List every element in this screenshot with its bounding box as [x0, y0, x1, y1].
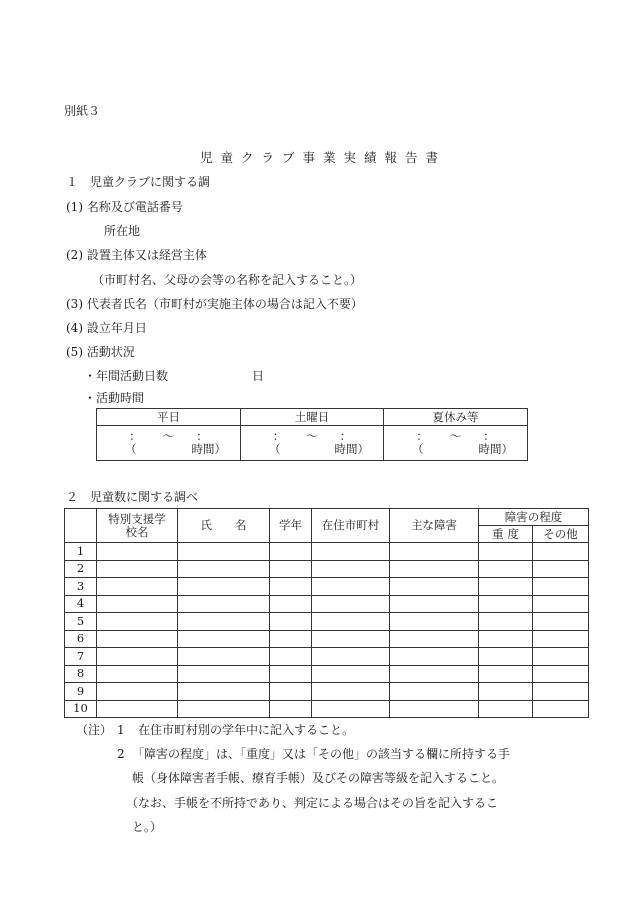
header-grade: 学年	[270, 509, 312, 543]
cell-school[interactable]	[97, 683, 178, 701]
cell-disability[interactable]	[390, 700, 479, 718]
cell-other[interactable]	[533, 578, 589, 596]
cell-grade[interactable]	[270, 578, 312, 596]
table-row	[65, 613, 589, 631]
cell-severe[interactable]	[479, 648, 533, 666]
note2-line1: 「障害の程度」は、「重度」又は「その他」の該当する欄に所持する手	[132, 747, 511, 761]
cell-severe[interactable]	[479, 578, 533, 596]
header-municipality: 在住市町村	[312, 509, 390, 543]
cell-name[interactable]	[178, 683, 270, 701]
hours-col-saturday: 土曜日	[240, 409, 383, 426]
row-number: 5	[65, 613, 97, 631]
appendix-label: 別紙３	[64, 104, 101, 118]
cell-disability[interactable]	[390, 613, 479, 631]
cell-name[interactable]	[178, 613, 270, 631]
cell-disability[interactable]	[390, 683, 479, 701]
cell-school[interactable]	[97, 648, 178, 666]
hours-cell-weekday[interactable]: ： 〜 ： （ 時間）	[97, 426, 241, 461]
header-severe: 重 度	[479, 526, 533, 543]
row-number: 2	[65, 560, 97, 578]
cell-disability[interactable]	[390, 560, 479, 578]
cell-disability[interactable]	[390, 543, 479, 561]
header-school: 特別支援学 校名	[97, 509, 178, 543]
cell-grade[interactable]	[270, 630, 312, 648]
header-disability: 主な障害	[390, 509, 479, 543]
cell-disability[interactable]	[390, 648, 479, 666]
cell-municipality[interactable]	[312, 578, 390, 596]
note2-line2: 帳（身体障害者手帳、療育手帳）及びその障害等級を記入すること。	[132, 771, 505, 785]
cell-severe[interactable]	[479, 560, 533, 578]
cell-municipality[interactable]	[312, 560, 390, 578]
cell-school[interactable]	[97, 560, 178, 578]
row-number: 3	[65, 578, 97, 596]
cell-disability[interactable]	[390, 665, 479, 683]
hours-cell-summer[interactable]: ： 〜 ： （ 時間）	[383, 426, 527, 461]
children-table	[64, 508, 589, 718]
note2-line4: と。）	[132, 820, 163, 834]
cell-other[interactable]	[533, 595, 589, 613]
hours-col-weekday: 平日	[97, 409, 241, 426]
table-row	[65, 578, 589, 596]
section2-heading: ２ 児童数に関する調べ	[66, 490, 199, 504]
cell-grade[interactable]	[270, 613, 312, 631]
cell-grade[interactable]	[270, 683, 312, 701]
annual-days-label: ・年間活動日数	[84, 369, 169, 383]
note1-number: 1	[117, 723, 125, 737]
item-operator-note: （市町村名、父母の会等の名称を記入すること。）	[92, 273, 363, 287]
row-number: 6	[65, 630, 97, 648]
cell-grade[interactable]	[270, 648, 312, 666]
table-row	[65, 700, 589, 718]
note1-text: 在住市町村別の学年中に記入すること。	[138, 723, 355, 737]
table-row	[65, 560, 589, 578]
cell-other[interactable]	[533, 613, 589, 631]
cell-other[interactable]	[533, 630, 589, 648]
cell-school[interactable]	[97, 543, 178, 561]
item-representative: (3) 代表者氏名（市町村が実施主体の場合は記入不要）	[66, 297, 363, 311]
item-operator: (2) 設置主体又は経営主体	[66, 248, 207, 262]
cell-municipality[interactable]	[312, 630, 390, 648]
cell-name[interactable]	[178, 665, 270, 683]
cell-grade[interactable]	[270, 560, 312, 578]
row-number: 10	[65, 700, 97, 718]
cell-school[interactable]	[97, 630, 178, 648]
row-number: 9	[65, 683, 97, 701]
hours-col-summer: 夏休み等	[383, 409, 527, 426]
cell-other[interactable]	[533, 683, 589, 701]
item-name-phone: (1) 名称及び電話番号	[66, 200, 183, 214]
document-title: 児童クラブ事業実績報告書	[200, 150, 447, 165]
row-number: 4	[65, 595, 97, 613]
header-severity-group: 障害の程度	[479, 509, 589, 526]
cell-severe[interactable]	[479, 665, 533, 683]
section1-heading: １ 児童クラブに関する調	[66, 175, 211, 189]
cell-school[interactable]	[97, 665, 178, 683]
table-row	[65, 543, 589, 561]
cell-municipality[interactable]	[312, 683, 390, 701]
cell-municipality[interactable]	[312, 700, 390, 718]
cell-other[interactable]	[533, 665, 589, 683]
cell-school[interactable]	[97, 578, 178, 596]
cell-disability[interactable]	[390, 630, 479, 648]
cell-severe[interactable]	[479, 700, 533, 718]
cell-name[interactable]	[178, 578, 270, 596]
cell-other[interactable]	[533, 543, 589, 561]
cell-name[interactable]	[178, 648, 270, 666]
cell-municipality[interactable]	[312, 648, 390, 666]
cell-name[interactable]	[178, 700, 270, 718]
cell-severe[interactable]	[479, 543, 533, 561]
cell-other[interactable]	[533, 648, 589, 666]
row-number: 7	[65, 648, 97, 666]
cell-other[interactable]	[533, 560, 589, 578]
table-row	[65, 683, 589, 701]
cell-grade[interactable]	[270, 700, 312, 718]
cell-disability[interactable]	[390, 578, 479, 596]
cell-school[interactable]	[97, 595, 178, 613]
table-row	[65, 665, 589, 683]
cell-severe[interactable]	[479, 595, 533, 613]
header-name: 氏 名	[178, 509, 270, 543]
cell-municipality[interactable]	[312, 543, 390, 561]
row-number: 8	[65, 665, 97, 683]
header-number	[65, 509, 97, 543]
cell-school[interactable]	[97, 700, 178, 718]
item-established-date: (4) 設立年月日	[66, 321, 147, 335]
cell-name[interactable]	[178, 630, 270, 648]
row-number: 1	[65, 543, 97, 561]
cell-severe[interactable]	[479, 613, 533, 631]
cell-name[interactable]	[178, 595, 270, 613]
cell-grade[interactable]	[270, 543, 312, 561]
cell-name[interactable]	[178, 543, 270, 561]
cell-municipality[interactable]	[312, 613, 390, 631]
activity-hours-table	[96, 408, 528, 461]
cell-severe[interactable]	[479, 630, 533, 648]
item-activity-status: (5) 活動状況	[66, 345, 135, 359]
header-other: その他	[533, 526, 589, 543]
cell-municipality[interactable]	[312, 665, 390, 683]
cell-severe[interactable]	[479, 683, 533, 701]
activity-hours-label: ・活動時間	[84, 391, 145, 405]
table-row	[65, 630, 589, 648]
cell-name[interactable]	[178, 560, 270, 578]
notes-prefix: （注）	[76, 723, 113, 737]
cell-grade[interactable]	[270, 595, 312, 613]
annual-days-unit: 日	[252, 369, 265, 383]
cell-grade[interactable]	[270, 665, 312, 683]
cell-municipality[interactable]	[312, 595, 390, 613]
hours-cell-saturday[interactable]: ： 〜 ： （ 時間）	[240, 426, 383, 461]
table-row	[65, 595, 589, 613]
cell-school[interactable]	[97, 613, 178, 631]
cell-other[interactable]	[533, 700, 589, 718]
table-row	[65, 648, 589, 666]
item-address: 所在地	[104, 224, 141, 238]
note2-number: 2	[117, 747, 125, 761]
note2-line3: （なお、手帳を不所持であり、判定による場合はその旨を記入するこ	[126, 796, 499, 810]
cell-disability[interactable]	[390, 595, 479, 613]
